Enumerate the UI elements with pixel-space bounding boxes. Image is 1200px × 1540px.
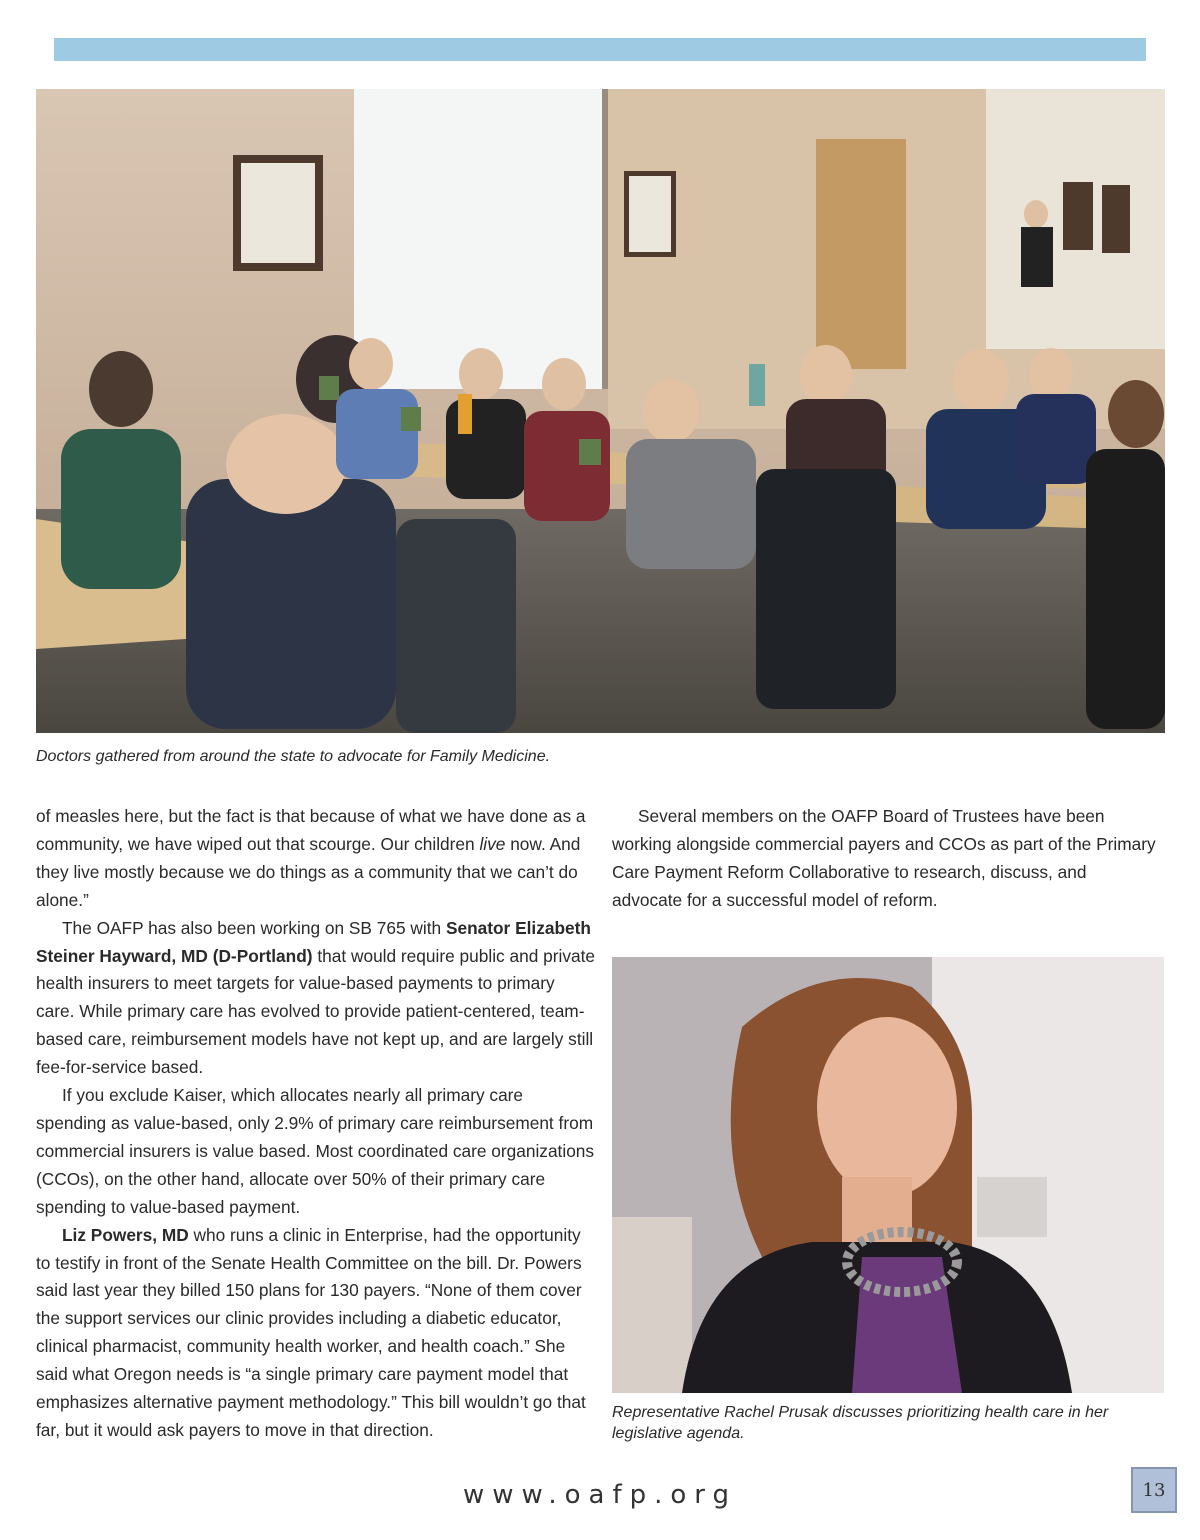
representative-photo-caption: Representative Rachel Prusak discusses prioritizing health care in her legislative agenda.: [612, 1404, 1109, 1442]
meeting-room-photo: [36, 89, 1165, 733]
paragraph-liz-powers: Liz Powers, MD who runs a clinic in Enterprise, had the opportunity to testify in front of the Senate Health Committee on the bill. Dr. Powers said last year they billed 150 plans for 130 payers. “None of them cover the support services our clinic provides including a diabetic educator, clinical pharmacist, community health worker, and health coach.” She said what Oregon needs is “a single primary care payment model that emphasizes alternative payment methodology.” This bill wouldn’t go that far, but it would ask payers to move in that direction.: [36, 1224, 586, 1440]
representative-photo: [612, 957, 1164, 1393]
left-column-text: [36, 803, 596, 1445]
paragraph-measles: of measles here, but the fact is that because of what we have done as a community, we have wiped out that scourge. Our children live now. And they live mostly because we do things as a community that we can’t do alone.”: [36, 806, 586, 910]
main-photo-caption: Doctors gathered from around the state to advocate for Family Medicine.: [36, 748, 551, 765]
senator-name: Senator Elizabeth Steiner Hayward, MD (D-Portland): [36, 917, 591, 966]
paragraph-kaiser: If you exclude Kaiser, which allocates nearly all primary care spending as value-based, only 2.9% of primary care reimbursement from commercial insurers is value based. Most coordinated care organizations (CCOs), on the other hand, allocate over 50% of their primary care spending to value-based payment.: [36, 1085, 595, 1217]
paragraph-sb765: The OAFP has also been working on SB 765 with Senator Elizabeth Steiner Hayward, MD (D-Portland) that would require public and private health insurers to meet targets for value-based payments to primary care. While primary care has evolved to provide patient-centered, team-based care, reimbursement models have not kept up, and are largely still fee-for-service based.: [36, 917, 595, 1078]
page-number-badge: 13: [1131, 1467, 1177, 1513]
footer-website-url[interactable]: www.oafp.org: [462, 1480, 738, 1510]
top-decorative-band: [54, 38, 1146, 61]
liz-powers-name: Liz Powers, MD: [62, 1224, 189, 1245]
emphasis-live: live: [479, 833, 506, 854]
right-column-text: [612, 803, 1157, 915]
paragraph-board-trustees: Several members on the OAFP Board of Trustees have been working alongside commercial payers and CCOs as part of the Primary Care Payment Reform Collaborative to research, discuss, and advocate for a successful model of reform.: [612, 806, 1156, 910]
